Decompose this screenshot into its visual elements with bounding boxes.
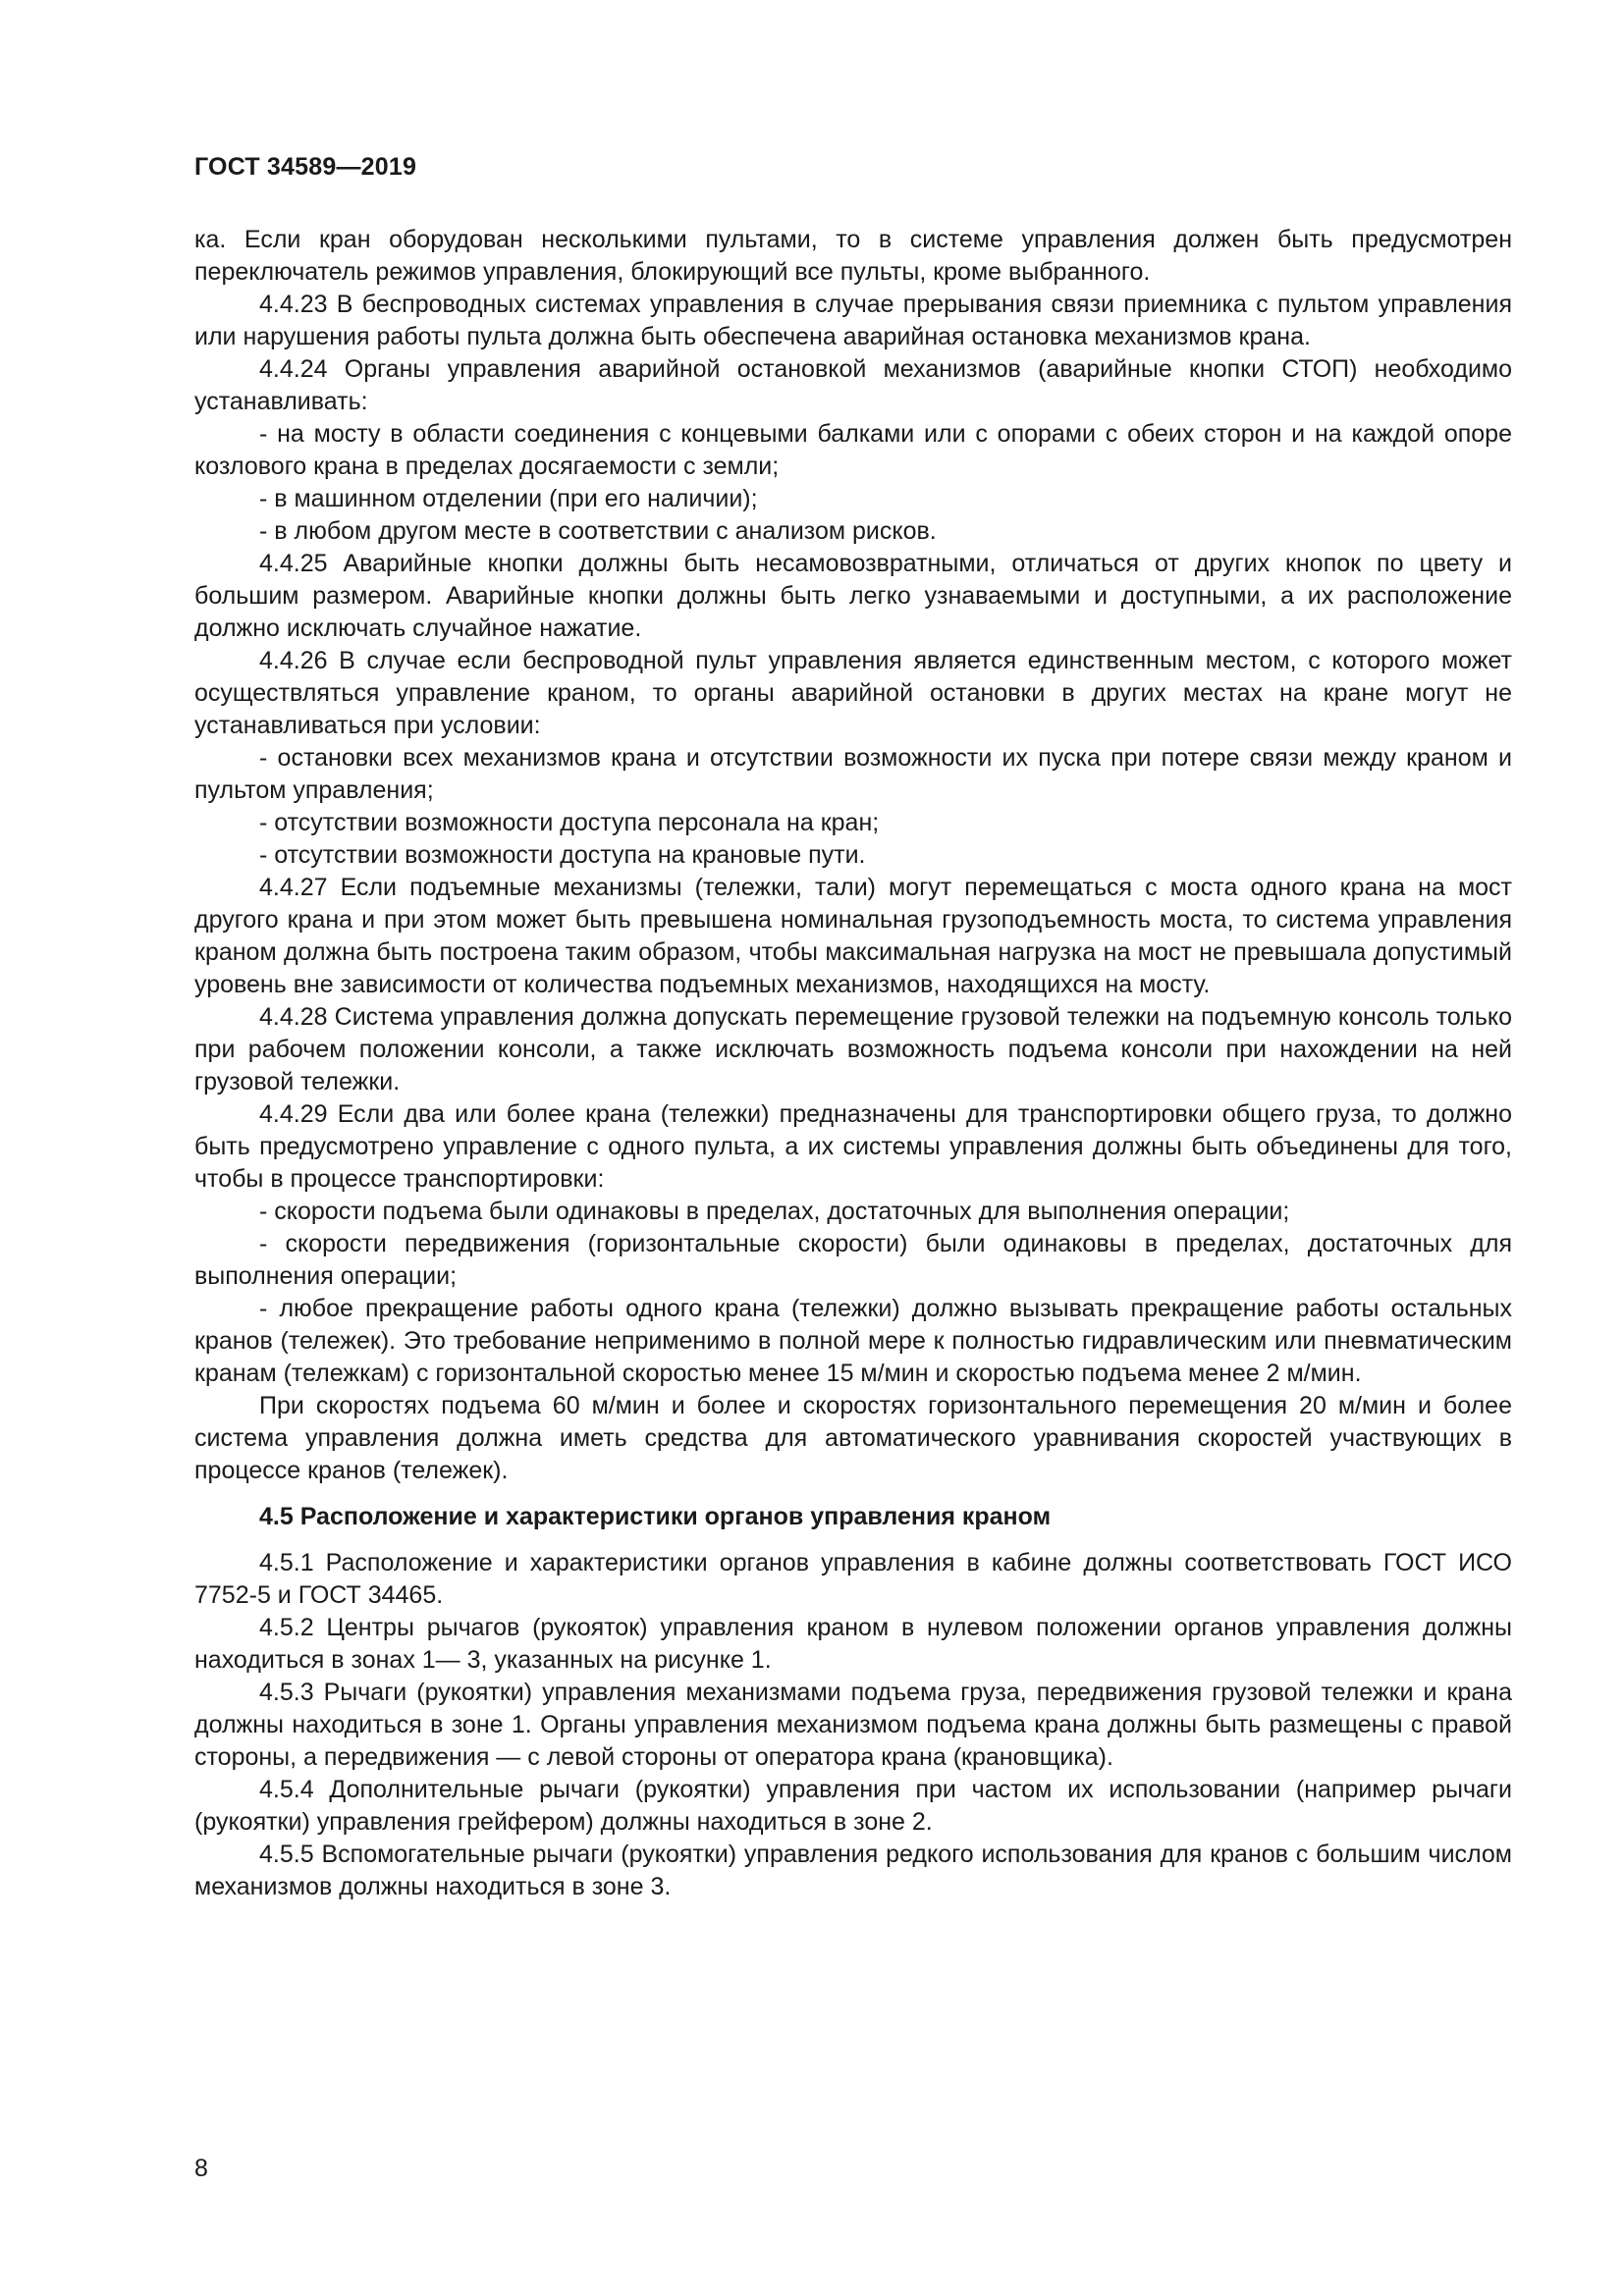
paragraph: ка. Если кран оборудован несколькими пультами, то в системе управления должен быть предусмотрен переключатель режимов управления, блокирующий все пульты, кроме выбранного. — [194, 226, 1512, 286]
list-item: - отсутствии возможности доступа персонала на кран; — [259, 809, 880, 836]
paragraph: 4.4.28 Система управления должна допускать перемещение грузовой тележки на подъемную консоль только при рабочем положении консоли, а также исключать возможность подъема консоли при нахождении на ней грузовой тележки. — [194, 1003, 1512, 1095]
paragraph: 4.5.1 Расположение и характеристики органов управления в кабине должны соответствовать ГОСТ ИСО 7752-5 и ГОСТ 34465. — [194, 1549, 1512, 1609]
paragraph: 4.5.3 Рычаги (рукоятки) управления механизмами подъема груза, передвижения грузовой тележки и крана должны находиться в зоне 1. Органы управления механизмом подъема крана должны быть размещены с правой стороны, а передвижения — с левой стороны от оператора крана (крановщика). — [194, 1679, 1512, 1771]
paragraph: 4.5.4 Дополнительные рычаги (рукоятки) управления при частом их использовании (например рычаги (рукоятки) управления грейфером) должны находиться в зоне 2. — [194, 1776, 1512, 1836]
paragraph: При скоростях подъема 60 м/мин и более и скоростях горизонтального перемещения 20 м/мин и более система управления должна иметь средства для автоматического уравнивания скоростей участвующих в процессе кранов (тележек). — [194, 1392, 1512, 1484]
paragraph: 4.4.27 Если подъемные механизмы (тележки, тали) могут перемещаться с моста одного крана на мост другого крана и при этом может быть превышена номинальная грузоподъемность моста, то система управления краном должна быть построена таким образом, чтобы максимальная нагрузка на мост не превышала допустимый уровень вне зависимости от количества подъемных механизмов, находящихся на мосту. — [194, 874, 1512, 998]
document-body — [194, 224, 1512, 1903]
paragraph: 4.4.25 Аварийные кнопки должны быть несамовозвратными, отличаться от других кнопок по цвету и большим размером. Аварийные кнопки должны быть легко узнаваемыми и доступными, а их расположение должно исключать случайное нажатие. — [194, 550, 1512, 642]
section-heading: 4.5 Расположение и характеристики органов управления краном — [259, 1503, 1052, 1530]
paragraph: 4.5.5 Вспомогательные рычаги (рукоятки) управления редкого использования для кранов с большим числом механизмов должны находиться в зоне 3. — [194, 1841, 1512, 1900]
paragraph: 4.5.2 Центры рычагов (рукояток) управления краном в нулевом положении органов управления должны находиться в зонах 1— 3, указанных на рисунке 1. — [194, 1614, 1512, 1674]
document-header: ГОСТ 34589—2019 — [194, 153, 417, 181]
list-item: - скорости подъема были одинаковы в пределах, достаточных для выполнения операции; — [259, 1198, 1290, 1225]
list-item: - на мосту в области соединения с концевыми балками или с опорами с обеих сторон и на каждой опоре козлового крана в пределах досягаемости с земли; — [194, 420, 1512, 480]
list-item: - скорости передвижения (горизонтальные скорости) были одинаковы в пределах, достаточных для выполнения операции; — [194, 1230, 1512, 1290]
list-item: - любое прекращение работы одного крана (тележки) должно вызывать прекращение работы остальных кранов (тележек). Это требование неприменимо в полной мере к полностью гидравлическим или пневматическим кранам (тележкам) с горизонтальной скоростью менее 15 м/мин и скоростью подъема менее 2 м/мин. — [194, 1295, 1512, 1387]
list-item: - отсутствии возможности доступа на крановые пути. — [259, 841, 866, 869]
paragraph: 4.4.29 Если два или более крана (тележки) предназначены для транспортировки общего груза, то должно быть предусмотрено управление с одного пульта, а их системы управления должны быть объединены для того, чтобы в процессе транспортировки: — [194, 1100, 1512, 1193]
page-number: 8 — [194, 2155, 208, 2182]
list-item: - в машинном отделении (при его наличии); — [259, 485, 758, 512]
paragraph: 4.4.24 Органы управления аварийной остановкой механизмов (аварийные кнопки СТОП) необходимо устанавливать: — [194, 355, 1512, 415]
list-item: - остановки всех механизмов крана и отсутствии возможности их пуска при потере связи между краном и пультом управления; — [194, 744, 1512, 804]
paragraph: 4.4.26 В случае если беспроводной пульт управления является единственным местом, с которого может осуществляться управление краном, то органы аварийной остановки в других местах на кране могут не устанавливаться при условии: — [194, 647, 1512, 739]
paragraph: 4.4.23 В беспроводных системах управления в случае прерывания связи приемника с пультом управления или нарушения работы пульта должна быть обеспечена аварийная остановка механизмов крана. — [194, 291, 1512, 350]
list-item: - в любом другом месте в соответствии с анализом рисков. — [259, 517, 937, 545]
